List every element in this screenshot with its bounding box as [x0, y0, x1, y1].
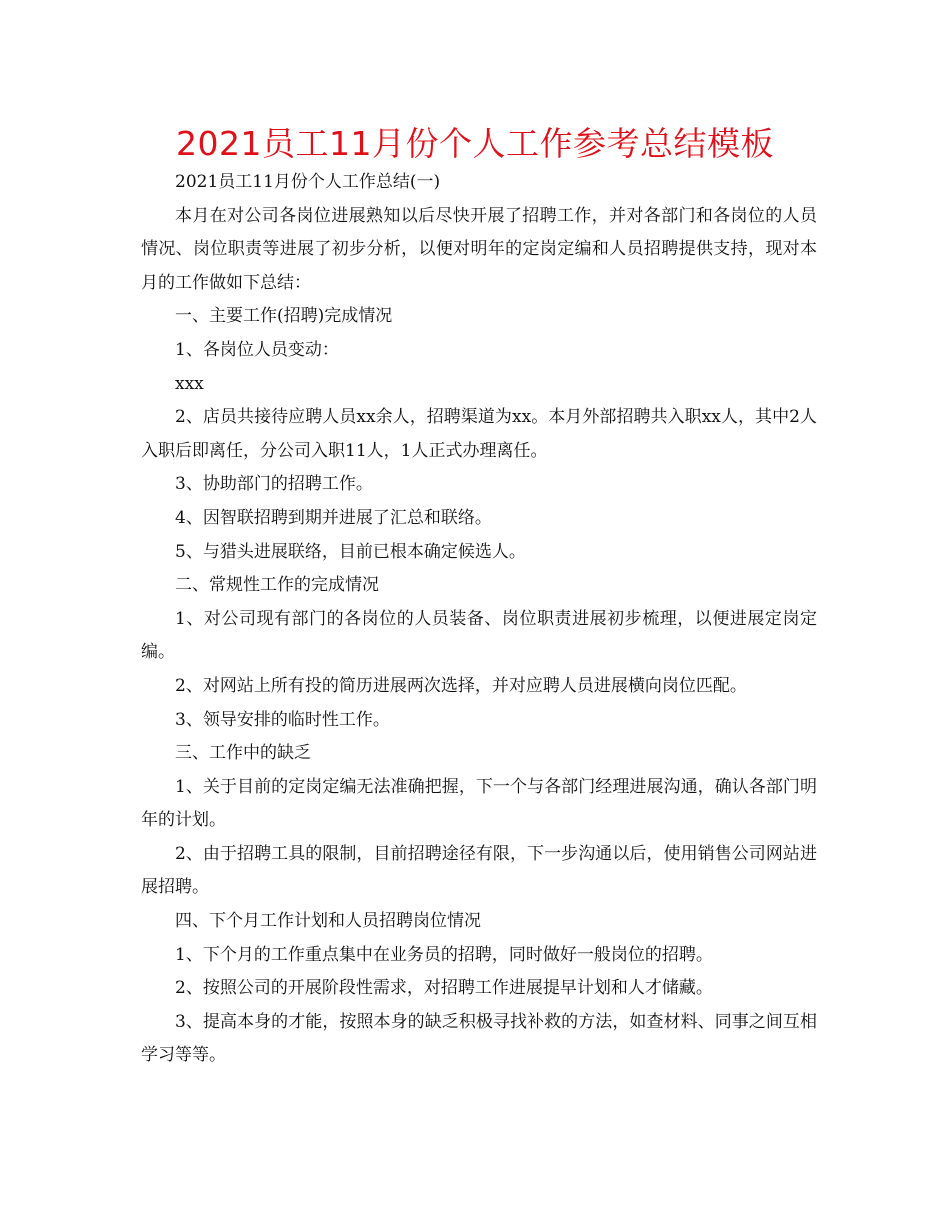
paragraph-item: 2、对网站上所有投的简历进展两次选择，并对应聘人员进展横向岗位匹配。	[175, 675, 747, 696]
paragraph-item: 1、对公司现有部门的各岗位的人员装备、岗位职责进展初步梳理，以便进展定岗定编。	[141, 608, 817, 663]
section-heading-4: 四、下个月工作计划和人员招聘岗位情况	[175, 911, 481, 932]
paragraph-item: 1、各岗位人员变动：	[175, 339, 339, 360]
paragraph-item: 3、领导安排的临时性工作。	[175, 709, 390, 730]
paragraph-intro: 本月在对公司各岗位进展熟知以后尽快开展了招聘工作，并对各部门和各岗位的人员情况、岗位职责等进展了初步分析，以便对明年的定岗定编和人员招聘提供支持，现对本月的工作做如下总结：	[141, 205, 817, 293]
document-body	[141, 166, 817, 1073]
section-heading-3: 三、工作中的缺乏	[175, 743, 311, 764]
section-heading-1: 一、主要工作(招聘)完成情况	[175, 306, 393, 327]
paragraph-subtitle: 2021员工11月份个人工作总结(一)	[175, 172, 441, 192]
paragraph-item: 3、协助部门的招聘工作。	[175, 474, 373, 495]
paragraph-item: 5、与猎头进展联络，目前已根本确定候选人。	[175, 541, 526, 562]
paragraph-item: 2、店员共接待应聘人员xx余人，招聘渠道为xx。本月外部招聘共入职xx人，其中2人入职后即离任，分公司入职11人，1人正式办理离任。	[141, 407, 817, 461]
paragraph-item: 2、按照公司的开展阶段性需求，对招聘工作进展提早计划和人才储藏。	[175, 978, 713, 999]
paragraph-item: 1、关于目前的定岗定编无法准确把握，下一个与各部门经理进展沟通，确认各部门明年的计划。	[141, 776, 817, 831]
document-title: 2021员工11月份个人工作参考总结模板	[176, 124, 774, 163]
paragraph-item: 2、由于招聘工具的限制，目前招聘途径有限，下一步沟通以后，使用销售公司网站进展招聘。	[141, 843, 817, 898]
paragraph-item: 1、下个月的工作重点集中在业务员的招聘，同时做好一般岗位的招聘。	[175, 944, 713, 965]
paragraph-item: 4、因智联招聘到期并进展了汇总和联络。	[175, 507, 492, 528]
paragraph-item: 3、提高本身的才能，按照本身的缺乏积极寻找补救的方法，如查材料、同事之间互相学习等等。	[141, 1011, 817, 1066]
paragraph-item: xxx	[175, 373, 204, 394]
section-heading-2: 二、常规性工作的完成情况	[175, 575, 379, 596]
